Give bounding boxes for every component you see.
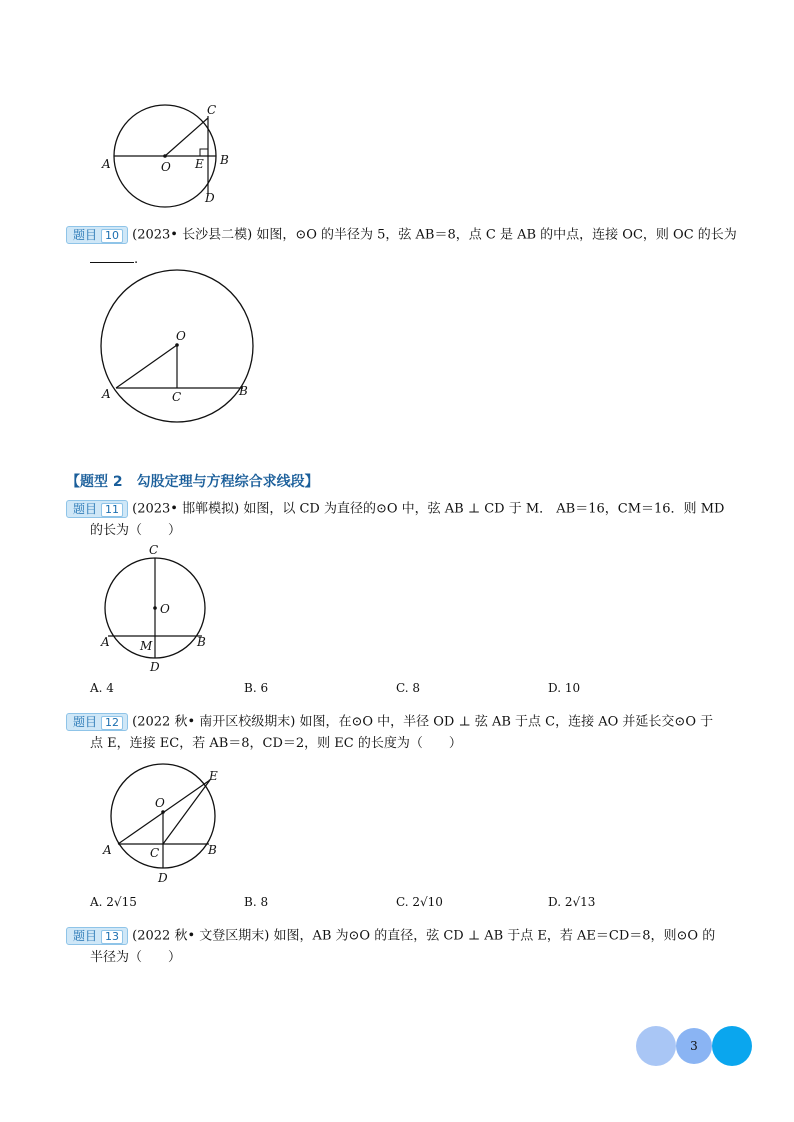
label-b: B <box>220 153 229 167</box>
label-b: B <box>197 635 206 649</box>
label-m: M <box>140 639 153 653</box>
label-o: O <box>176 329 186 343</box>
question-11-text-line1: (2023• 邯郸模拟) 如图，以 CD 为直径的⊙O 中，弦 AB ⊥ CD 于 M． AB＝16，CM＝16．则 MD <box>132 501 725 517</box>
label-e: E <box>209 769 218 783</box>
question-13-text-line2: 半径为（ ） <box>90 950 182 965</box>
figure-q12-circle <box>95 768 230 888</box>
label-d: D <box>205 191 215 205</box>
question-10-text: (2023• 长沙县二模) 如图，⊙O 的半径为 5，弦 AB＝8，点 C 是 AB 的中点，连接 OC，则 OC 的长为 <box>132 227 737 243</box>
label-b: B <box>239 384 248 398</box>
label-c: C <box>150 846 160 860</box>
question-12-text-line2: 点 E，连接 EC，若 AB＝8，CD＝2，则 EC 的长度为（ ） <box>90 736 462 751</box>
option-b: B. 6 <box>244 681 269 695</box>
label-a: A <box>103 843 112 857</box>
label-a: A <box>102 157 111 171</box>
label-o: O <box>161 160 171 174</box>
label-c: C <box>207 103 217 117</box>
answer-blank <box>90 250 134 263</box>
page-decor-right <box>712 1026 752 1066</box>
option-a: A. 2√15 <box>90 895 137 909</box>
question-12-text-line1: (2022 秋• 南开区校级期末) 如图，在⊙O 中，半径 OD ⊥ 弦 AB 于点 C，连接 AO 并延长交⊙O 于 <box>132 714 714 730</box>
option-d: D. 10 <box>548 681 581 695</box>
label-b: B <box>208 843 217 857</box>
section-heading-2: 【题型 2 勾股定理与方程综合求线段】 <box>66 474 319 490</box>
question-badge: 题目 13 <box>66 927 128 945</box>
label-d: D <box>150 660 160 674</box>
question-badge: 题目 10 <box>66 226 128 244</box>
page-number-badge <box>676 1028 712 1064</box>
figure-q10-circle <box>95 268 270 408</box>
option-d: D. 2√13 <box>548 895 596 909</box>
question-11-text-line2: 的长为（ ） <box>90 523 182 538</box>
option-a: A. 4 <box>90 681 114 695</box>
label-c: C <box>172 390 182 404</box>
option-b: B. 8 <box>244 895 269 909</box>
question-13 <box>66 927 715 946</box>
label-e: E <box>195 157 204 171</box>
label-d: D <box>158 871 168 885</box>
label-o: O <box>155 796 165 810</box>
figure-circle-perpendicular-chord <box>100 100 250 210</box>
label-a: A <box>101 635 110 649</box>
question-10-answer-line: . <box>90 250 138 269</box>
label-o: O <box>160 602 170 616</box>
label-c: C <box>149 543 159 557</box>
page-decor-left <box>636 1026 676 1066</box>
option-c: C. 2√10 <box>396 895 443 909</box>
question-12 <box>66 713 713 732</box>
question-11 <box>66 500 724 519</box>
figure-q11-circle <box>95 540 220 675</box>
option-c: C. 8 <box>396 681 421 695</box>
question-13-text-line1: (2022 秋• 文登区期末) 如图，AB 为⊙O 的直径，弦 CD ⊥ AB 于点 E，若 AE＝CD＝8，则⊙O 的 <box>132 928 716 944</box>
question-badge: 题目 12 <box>66 713 128 731</box>
page-number: 3 <box>690 1039 698 1053</box>
question-10 <box>66 226 737 245</box>
label-a: A <box>102 387 111 401</box>
question-badge: 题目 11 <box>66 500 128 518</box>
